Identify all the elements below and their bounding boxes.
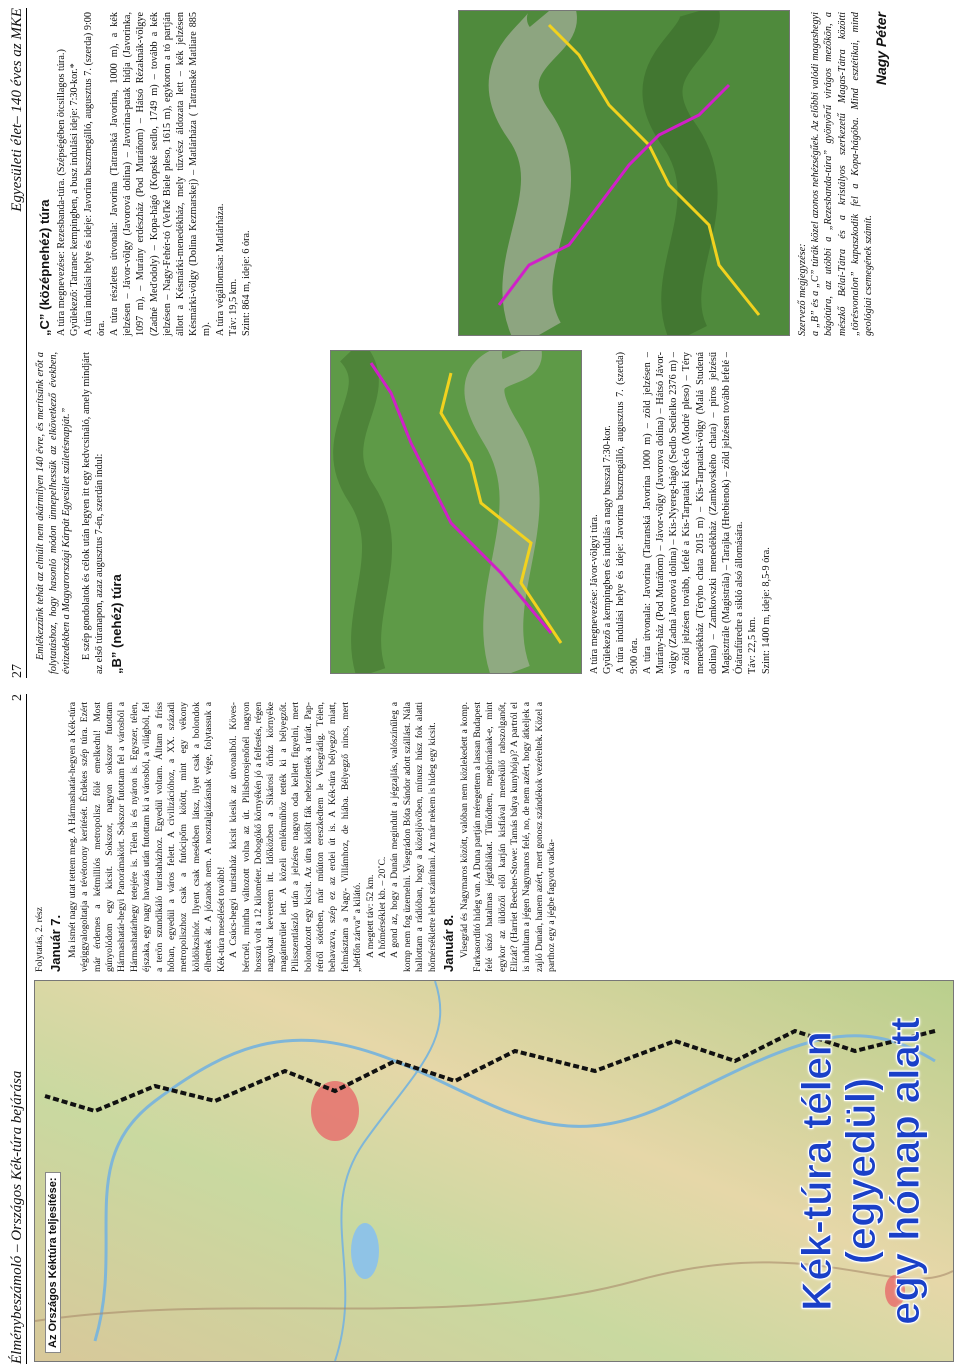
part-label: Folytatás, 2. rész	[34, 906, 45, 972]
organizer-note-heading: Szervező megjegyzése:	[797, 243, 808, 336]
left-running-head-title: Élménybeszámoló – Országos Kék-túra bejárása	[9, 1070, 25, 1364]
jan7-paragraph-3: A megtett táv: 52 km.	[364, 874, 376, 958]
tour-c-line-6: Táv: 19,5 km.	[227, 278, 239, 336]
right-column-1	[34, 352, 127, 674]
tour-c-line-2: Gyülekező: Tatranec kempingben, a busz indulási ideje: 7:30-kor.*	[69, 63, 81, 336]
tour-b-line-2: Gyülekező a kempingben és indulás a nagy busszal 7:30-kor.	[602, 425, 614, 674]
article-title-line-1: Kék-túra télen	[793, 1030, 840, 1312]
right-running-head	[4, 8, 27, 678]
tour-b-details	[588, 352, 773, 674]
left-running-head	[4, 694, 27, 1364]
tour-b-map	[330, 350, 582, 674]
organizer-note-text: a „B” és a „C” túrák közel azonos nehézségűek. Az előbbi valódi magashegyi bágótúra, az utóbbi a „Rezesbanda-túra” gyönyörű virágos mezőkön, a mészkő Bélai-Tátra és a kristályos szerkezetű Magas-Tátra közötti „törésvonalon” kapaszkodik fel a Kopa-hágóba. Mind esztétikai, mind geológiai csemegének számít.	[810, 12, 875, 336]
map-legend-label: Az Országos Kéktúra teljesítése:	[45, 1172, 61, 1353]
tour-b-line-1: A túra megnevezése: Jávor-völgyi túra.	[589, 514, 600, 674]
tour-c-line-1: A túra megnevezése: Rezesbanda-túra. (Szépségében ötcsillagos túra.)	[56, 49, 68, 336]
organizer-note	[796, 12, 888, 336]
tour-b-line-3: A túra indulási helye és ideje: Javorina buszmegálló, augusztus 7. (szerda) 9:00 óra.	[615, 352, 640, 674]
intro-paragraph: E szép gondolatok és célok után legyen itt egy kedvcsináló, amely mindjárt az első túranapon, azaz augusztus 7-én, szerdán indul:	[80, 352, 105, 674]
article-title	[795, 981, 927, 1361]
article-title-line-2: (egyedül)	[837, 1077, 884, 1265]
jan7-paragraph-4: A hőmérséklet kb. – 20˚C.	[376, 856, 388, 958]
tour-c-line-3: A túra indulási helye és ideje: Javorina buszmegálló, augusztus 7. (szerda) 9:00 óra.	[82, 12, 107, 336]
tour-c-line-4: A túra részletes útvonala: Javorina (Tatranská Javorina, 1000 m), a kék jelzésen – Jávor-völgy (Javorová dolina) – Javorina-patak hídja (Javorinka, 1097 m), – Murány erdészház (Pod Muráňom) – Hátsó Rézaknák-völgye (Zadné Meďodoly) – Kopa-hágó (Kopské sedlo, 1749 m) – tovább a kék jelzésen – Nagy-Fehér-tó (Veľké Biele pleso, 1615 m), egykoron a tó partján állott a Késmárki-menedékház, mely tűzvész áldozata lett – kék jelzésen Késmárki-völgy (Dolina Kezmarskej) – Matlárháza ( Tatranské Matliare 885 m).	[109, 12, 213, 336]
article-title-line-3: egy hónap alatt	[881, 1016, 928, 1326]
tour-c-line-5: A túra végállomása: Matlárháza.	[214, 203, 226, 336]
jan7-paragraph-1: Ma ismét nagy utat tettem meg. A Hármashatár-hegyen a Kék-túra végiggyalogoltatja a tévétorony kerítését. Érdekes szép túra. Ezért már érdemes a kétmilliós metropolisz fölé emelkedni! Most gúnyolódom egy kicsit. Sokszor, nagyon sokszor futottam Hármashatár-hegyi Panorámakört. Sokszor futottam fel a városból a Hármashatárhegy tetejére is. Télen is és nyáron is. Egyszer, télen, éjszaka, egy nagy havazás után futottam ki a városból, a világból, fel a terön szundikáló turistaházhoz. Egyedül voltam. Álltam a friss hóban, egyedül a város felett. A civilizációhoz, a XX. századi metropoliszhoz csak a futócipőm kötött, mint egy vékony köldökzsinór. Ilyent csak mesékben látsz, ilyet csak a bolondok élhetnek át. A józanok nem. A nosztalgiázásnak vége, folytassuk a Kék-túra mesélését tovább!	[66, 702, 227, 972]
kektura-map	[34, 980, 954, 1362]
jan7-paragraph-5: A gond az, hogy a Dunán megindult a jégzajlás, valószínűleg a komp nem fog üzemelni. Visegrádon Bóta Sándor adott szállást. Nála hallottam a rádióban, hogy a közeljövőben, mínusz húsz fok alatti hőmérsékletre lehet számítani. Az már nekem is hideg egy kicsit.	[389, 702, 438, 972]
right-column-2	[34, 12, 253, 336]
section-heading-jan8: Január 8.	[441, 914, 456, 972]
left-page	[0, 686, 960, 1372]
right-page-number: 27	[10, 664, 25, 678]
tour-b-line-5: Táv: 22,5 km.	[747, 616, 759, 674]
section-heading-jan7: Január 7.	[48, 914, 64, 972]
left-column-1	[34, 702, 952, 972]
tour-c-map-graphic	[459, 11, 789, 335]
tour-b-line-6: Szint: 1400 m, ideje: 8,5-9 óra.	[760, 547, 772, 674]
tour-b-map-graphic	[331, 351, 581, 673]
intro-italic: Emlékezzünk tehát az elmúlt nem akármilyen 140 évre, és merítsünk erőt a folytatáshoz, hogy hasonló módon ünnepelhessük az elkövetkező években, évtizedekben a Magyarországi Kárpát Egyesület születésnapját.”	[35, 352, 73, 674]
left-page-number: 2	[10, 694, 25, 701]
right-running-head-title: Egyesületi élet– 140 éves az MKE	[9, 8, 25, 212]
jan8-paragraph-1: Visegrád és Nagymaros között, valóban nem közlekedett a komp. Farkasordító hideg van. A Duna partján méregettem a lassan Budapest felé úszó hatalmas jégtáblákat. Tűnődtem, megbírnának-e, mint egykor az üldözői elől karján kisfiával menekülő rabszolganőt, Elizát? (Harriet Beecher-Stowe: Tamás bátya kunyhója)? A partról el is indultam a jégen Nagymaros felé, no, de nem azért, hogy átkeljek a zajló Dunán, hanem azért, mert gonosz szándékok vezéreltek. Közel a parthoz egy a jégbe fagyott vadka-	[459, 702, 558, 972]
jan7-paragraph-2: A Csúcs-hegyi turistaház kicsit kiesik az útvonalból. Köves-bércnél, mintha változott volna az út. Pilisborosjenőnél nagyon hosszú volt a 12 kilométer. Dobogókő környékén jó a felfestés, régen nagyokat keveretem itt. Időközben a Sikárosi őrház környéke magánterület lett. A közeli emlékműhöz tették ki a bélyegzőt. Pilisszentlászló után a jelzésre nagyon oda kellett figyelni, mert bolondozott egy kicsit. Az útra kidőlt fák nehezítették a túrát. Pap-rétről sötétben, már műúton ereszkedtem le Visegrádig. Télen, behavazva, szép ez az erdei út is. A Kék-túra bélyegző miatt, felmásztam a Nagy- Villámhoz, de hiába. Bélyegző nincs, mert „hétfőn zárva” a kilátó.	[228, 702, 364, 972]
tour-c-map	[458, 10, 790, 336]
tour-c-line-7: Szint: 864 m, ideje: 6 óra.	[241, 230, 253, 336]
tour-c-heading: „C” (középnehéz) túra	[37, 199, 52, 336]
tour-b-line-4: A túra útvonala: Javorina (Tatranská Javorina 1000 m) – zöld jelzésen – Murány-ház (Pod Muráňom) – Jávor-völgy (Javorova dolina) – Hátsó Jávor-völgy (Zadná Javorová dolina) – Kis-Nyereg-hágó (Sedlo Sedielko 2376 m) – a zöld jelzésen tovább, lefelé a Kis-Tarpataki Kék-tó (Modré pleso) – Téry menedékház (Téryho chata 2015 m) – Kis-Tarpataki-völgy (Malá Studená dolina) – Zamkovszki menedékház (Zamkovského chata) – piros jelzésű Magisztrále (Magistrála) – Tarajka (Hrebienok) – zöld jelzésen tovább lefelé – Ótátrafüredre a sikló alsó állomására.	[641, 352, 746, 674]
tour-b-heading: „B” (nehéz) túra	[109, 574, 125, 674]
author-signature: Nagy Péter	[873, 12, 890, 86]
